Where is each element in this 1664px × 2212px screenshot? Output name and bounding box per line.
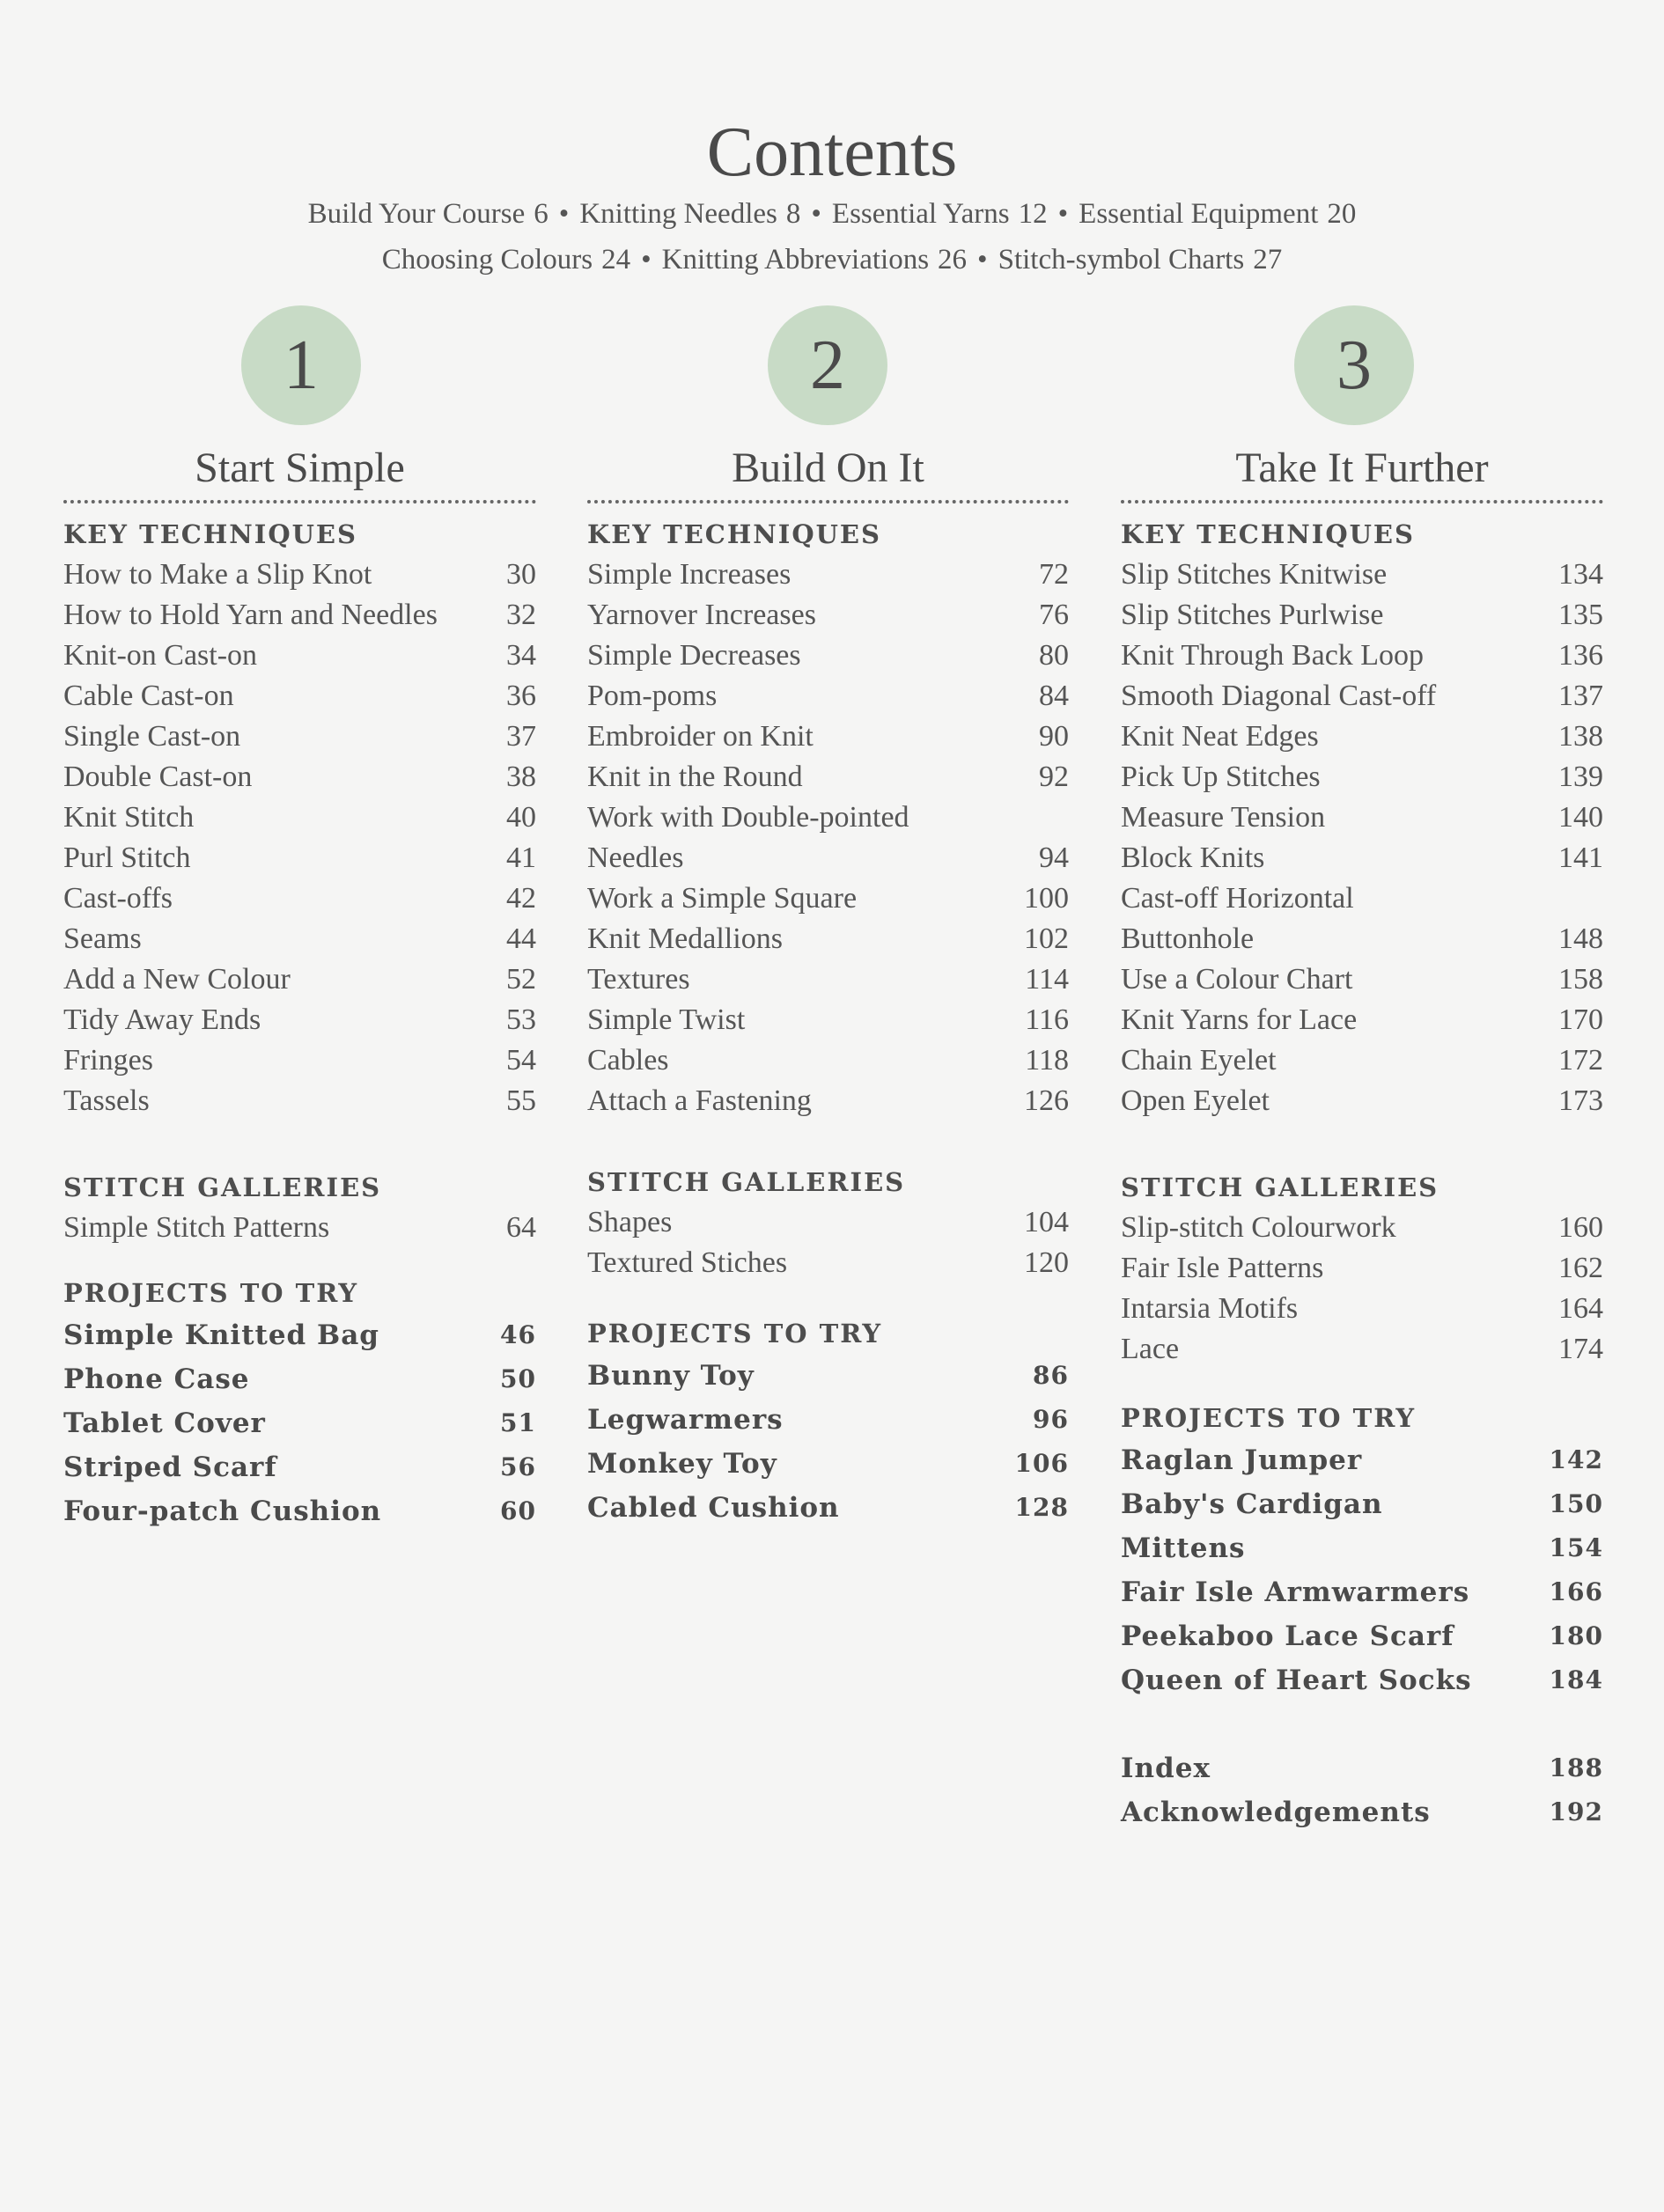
gallery-entry [587,1243,1069,1283]
entry-label: Cable Cast-on [63,680,234,712]
entry-page: 150 [1549,1489,1603,1518]
technique-entry [1121,878,1603,919]
page-title: Contents [706,114,958,191]
entry-page: 137 [1558,680,1603,712]
entry-page: 80 [1039,639,1069,672]
entry-page: 72 [1039,558,1069,591]
entry-label: Pom-poms [587,680,718,712]
technique-entry [63,757,536,797]
technique-entry [1121,676,1603,717]
technique-entry [587,676,1069,717]
project-entry [63,1313,536,1357]
gallery-entry [1121,1248,1603,1289]
entry-page: 135 [1558,599,1603,631]
project-entry [587,1354,1069,1398]
project-entry [587,1442,1069,1486]
entry-page: 184 [1549,1665,1603,1694]
technique-entry [587,797,1069,838]
entry-page: 46 [500,1320,536,1349]
entry-page: 76 [1039,599,1069,631]
entry-label: Textured Stiches [587,1246,788,1279]
spacer [1121,1702,1603,1746]
entry-label: How to Make a Slip Knot [63,558,372,591]
technique-entry [1121,1040,1603,1081]
summary-item-label: Build Your Course [307,198,526,230]
projects-heading: PROJECTS TO TRY [587,1319,883,1349]
entry-label: Lace [1121,1333,1180,1365]
entry-page: 84 [1039,680,1069,712]
entry-page: 53 [506,1003,536,1036]
entry-label: Simple Decreases [587,639,801,672]
entry-label: Single Cast-on [63,720,241,753]
entry-page: 51 [500,1408,536,1437]
technique-entry [1121,555,1603,595]
entry-label: Measure Tension [1121,801,1326,834]
entry-page: 30 [506,558,536,591]
entry-page: 173 [1558,1084,1603,1117]
entry-page: 100 [1024,882,1069,915]
entry-label: Four-patch Cushion [63,1495,382,1527]
entry-label: Tassels [63,1084,150,1117]
entry-label: Use a Colour Chart [1121,963,1353,996]
technique-entry [63,878,536,919]
entry-page: 134 [1558,558,1603,591]
technique-entry [587,555,1069,595]
entry-label: Acknowledgements [1121,1797,1431,1828]
technique-entry [63,636,536,676]
spacer [587,1283,1069,1313]
entry-page: 118 [1025,1044,1069,1077]
project-entry [1121,1482,1603,1526]
entry-label: Cabled Cushion [587,1492,840,1524]
extra-entry [1121,1746,1603,1790]
projects-heading: PROJECTS TO TRY [63,1278,359,1308]
entry-label: Open Eyelet [1121,1084,1270,1117]
entry-page: 86 [1033,1361,1069,1390]
entry-label: Knit-on Cast-on [63,639,258,672]
stitch-galleries-heading: STITCH GALLERIES [1121,1172,1439,1202]
separator-bullet: • [641,244,652,276]
entry-page: 188 [1549,1753,1603,1782]
project-entry [1121,1438,1603,1482]
section-title: Start Simple [195,445,405,491]
entry-label: Simple Increases [587,558,792,591]
section-3-badge: 3 [1294,305,1414,425]
project-entry [63,1445,536,1489]
dotted-rule [1121,500,1603,503]
technique-entry [587,959,1069,1000]
separator-bullet: • [558,198,570,230]
technique-entry [587,838,1069,878]
entry-label: Shapes [587,1206,673,1238]
entry-label: Intarsia Motifs [1121,1292,1299,1325]
entry-page: 160 [1558,1211,1603,1244]
entry-page: 164 [1558,1292,1603,1325]
entry-page: 38 [506,761,536,793]
technique-entry [1121,959,1603,1000]
section-title: Build On It [732,445,924,491]
separator-bullet: • [977,244,988,276]
entry-label: Simple Knitted Bag [63,1319,379,1351]
entry-label: Add a New Colour [63,963,291,996]
technique-entry [63,959,536,1000]
project-entry [1121,1658,1603,1702]
technique-entry [63,676,536,717]
technique-entry [587,757,1069,797]
entry-label: Chain Eyelet [1121,1044,1277,1077]
entry-page: 116 [1025,1003,1069,1036]
summary-item-page: 8 [785,198,801,230]
extra-entry [1121,1790,1603,1834]
spacer [1121,1121,1603,1167]
entry-page: 158 [1558,963,1603,996]
entry-label: Fair Isle Armwarmers [1121,1576,1470,1608]
technique-entry [1121,1081,1603,1121]
project-entry [63,1401,536,1445]
entry-page: 50 [500,1364,536,1393]
entry-label: Fair Isle Patterns [1121,1252,1324,1284]
technique-entry [1121,1000,1603,1040]
entry-label: Legwarmers [587,1404,784,1436]
section-title: Take It Further [1235,445,1489,491]
entry-page: 166 [1549,1577,1603,1606]
entry-page: 162 [1558,1252,1603,1284]
entry-label: Purl Stitch [63,841,191,874]
technique-entry [587,717,1069,757]
summary-line-2 [0,244,1664,276]
technique-entry [1121,797,1603,838]
technique-entry [63,1040,536,1081]
entry-page: 141 [1558,841,1603,874]
entry-label: Pick Up Stitches [1121,761,1321,793]
entry-page: 170 [1558,1003,1603,1036]
technique-entry [63,595,536,636]
technique-entry [63,838,536,878]
entry-page: 44 [506,922,536,955]
entry-label: Raglan Jumper [1121,1444,1363,1476]
entry-label: Double Cast-on [63,761,253,793]
technique-entry [63,1000,536,1040]
technique-entry [63,1081,536,1121]
project-entry [1121,1614,1603,1658]
technique-entry [587,1081,1069,1121]
entry-label: Yarnover Increases [587,599,816,631]
summary-line-1 [0,198,1664,231]
summary-item-label: Essential Yarns [831,198,1010,230]
separator-bullet: • [811,198,821,230]
entry-page: 106 [1014,1449,1069,1478]
summary-item-label: Knitting Abbreviations [661,244,930,276]
technique-entry [587,636,1069,676]
summary-item-page: 27 [1253,244,1283,276]
entry-page: 148 [1558,922,1603,955]
dotted-rule [587,500,1069,503]
entry-label: Knit Medallions [587,922,783,955]
entry-page: 140 [1558,801,1603,834]
entry-page: 120 [1024,1246,1069,1279]
spacer [587,1121,1069,1162]
entry-label: Striped Scarf [63,1451,277,1483]
entry-page: 56 [500,1452,536,1481]
spacer [1121,1370,1603,1398]
entry-label: Buttonhole [1121,922,1255,955]
entry-page: 180 [1549,1621,1603,1650]
spacer [63,1121,536,1167]
entry-page: 126 [1024,1084,1069,1117]
entry-page: 172 [1558,1044,1603,1077]
summary-item-label: Essential Equipment [1079,198,1319,230]
technique-entry [587,878,1069,919]
entry-label: Tidy Away Ends [63,1003,261,1036]
entry-page: 138 [1558,720,1603,753]
entry-label: Smooth Diagonal Cast-off [1121,680,1437,712]
project-entry [587,1398,1069,1442]
gallery-entry [1121,1208,1603,1248]
entry-label: Block Knits [1121,841,1265,874]
project-entry [63,1357,536,1401]
summary-item-page: 24 [601,244,631,276]
entry-label: Needles [587,841,684,874]
summary-item-page: 26 [938,244,968,276]
extras-list [1121,1746,1603,1834]
entry-label: How to Hold Yarn and Needles [63,599,438,631]
entry-page: 154 [1549,1533,1603,1562]
summary-item-page: 6 [534,198,549,230]
gallery-entry [1121,1329,1603,1370]
entry-label: Knit Stitch [63,801,195,834]
technique-entry [63,919,536,959]
spacer [63,1248,536,1273]
entry-label: Monkey Toy [587,1448,777,1480]
entry-page: 102 [1024,922,1069,955]
column-build-on-it [587,438,1069,1530]
technique-entry [587,1000,1069,1040]
entry-label: Knit Yarns for Lace [1121,1003,1358,1036]
entry-label: Knit Through Back Loop [1121,639,1425,672]
entry-page: 94 [1039,841,1069,874]
entry-label: Attach a Fastening [587,1084,812,1117]
entry-label: Simple Stitch Patterns [63,1211,330,1244]
entry-label: Cast-offs [63,882,173,915]
projects-list [63,1313,536,1533]
column-take-it-further [1121,438,1603,1834]
technique-entry [63,555,536,595]
entry-page: 142 [1549,1445,1603,1474]
technique-entry [63,797,536,838]
entry-page: 34 [506,639,536,672]
technique-entry [587,1040,1069,1081]
entry-page: 128 [1014,1493,1069,1522]
project-entry [1121,1570,1603,1614]
summary-item-label: Choosing Colours [381,244,593,276]
entry-label: Knit in the Round [587,761,803,793]
entry-label: Work with Double-pointed [587,801,909,834]
gallery-entry [1121,1289,1603,1329]
entry-page: 36 [506,680,536,712]
technique-entry [1121,838,1603,878]
entry-label: Queen of Heart Socks [1121,1665,1472,1696]
project-entry [63,1489,536,1533]
entry-page: 60 [500,1496,536,1525]
entry-page: 42 [506,882,536,915]
gallery-entry [63,1208,536,1248]
summary-item-label: Knitting Needles [579,198,777,230]
stitch-galleries-heading: STITCH GALLERIES [587,1167,906,1197]
entry-page: 54 [506,1044,536,1077]
entry-label: Peekaboo Lace Scarf [1121,1620,1454,1652]
entry-label: Index [1121,1753,1211,1784]
entry-label: Slip-stitch Colourwork [1121,1211,1396,1244]
projects-list [587,1354,1069,1530]
entry-page: 40 [506,801,536,834]
entry-label: Cast-off Horizontal [1121,882,1354,915]
technique-entry [1121,919,1603,959]
entry-page: 192 [1549,1797,1603,1826]
separator-bullet: • [1057,198,1069,230]
entry-page: 37 [506,720,536,753]
project-entry [587,1486,1069,1530]
entry-page: 114 [1025,963,1069,996]
technique-entry [1121,757,1603,797]
technique-entry [587,919,1069,959]
technique-entry [63,717,536,757]
column-start-simple [63,438,536,1533]
entry-page: 55 [506,1084,536,1117]
entry-label: Mittens [1121,1532,1246,1564]
entry-label: Baby's Cardigan [1121,1488,1383,1520]
projects-heading: PROJECTS TO TRY [1121,1403,1417,1433]
entry-label: Phone Case [63,1363,250,1395]
entry-page: 41 [506,841,536,874]
projects-list [1121,1438,1603,1702]
entry-label: Bunny Toy [587,1360,755,1392]
technique-entry [1121,595,1603,636]
section-1-badge: 1 [241,305,361,425]
entry-page: 90 [1039,720,1069,753]
technique-entry [587,595,1069,636]
key-techniques-heading: KEY TECHNIQUES [1121,519,1415,549]
stitch-galleries-heading: STITCH GALLERIES [63,1172,382,1202]
entry-page: 104 [1024,1206,1069,1238]
technique-entry [1121,717,1603,757]
entry-label: Slip Stitches Knitwise [1121,558,1388,591]
entry-page: 52 [506,963,536,996]
summary-item-label: Stitch-symbol Charts [998,244,1245,276]
entry-label: Tablet Cover [63,1407,266,1439]
entry-page: 96 [1033,1405,1069,1434]
entry-label: Knit Neat Edges [1121,720,1319,753]
summary-item-page: 20 [1327,198,1357,230]
summary-item-page: 12 [1018,198,1048,230]
entry-label: Slip Stitches Purlwise [1121,599,1384,631]
key-techniques-heading: KEY TECHNIQUES [63,519,357,549]
entry-page: 32 [506,599,536,631]
entry-page: 136 [1558,639,1603,672]
entry-label: Embroider on Knit [587,720,814,753]
entry-label: Simple Twist [587,1003,746,1036]
gallery-entry [587,1202,1069,1243]
entry-label: Work a Simple Square [587,882,858,915]
technique-entry [1121,636,1603,676]
entry-page: 174 [1558,1333,1603,1365]
entry-page: 139 [1558,761,1603,793]
project-entry [1121,1526,1603,1570]
section-2-badge: 2 [768,305,887,425]
entry-label: Textures [587,963,690,996]
entry-label: Seams [63,922,142,955]
entry-label: Fringes [63,1044,153,1077]
key-techniques-heading: KEY TECHNIQUES [587,519,881,549]
entry-label: Cables [587,1044,669,1077]
entry-page: 92 [1039,761,1069,793]
dotted-rule [63,500,536,503]
entry-page: 64 [506,1211,536,1244]
